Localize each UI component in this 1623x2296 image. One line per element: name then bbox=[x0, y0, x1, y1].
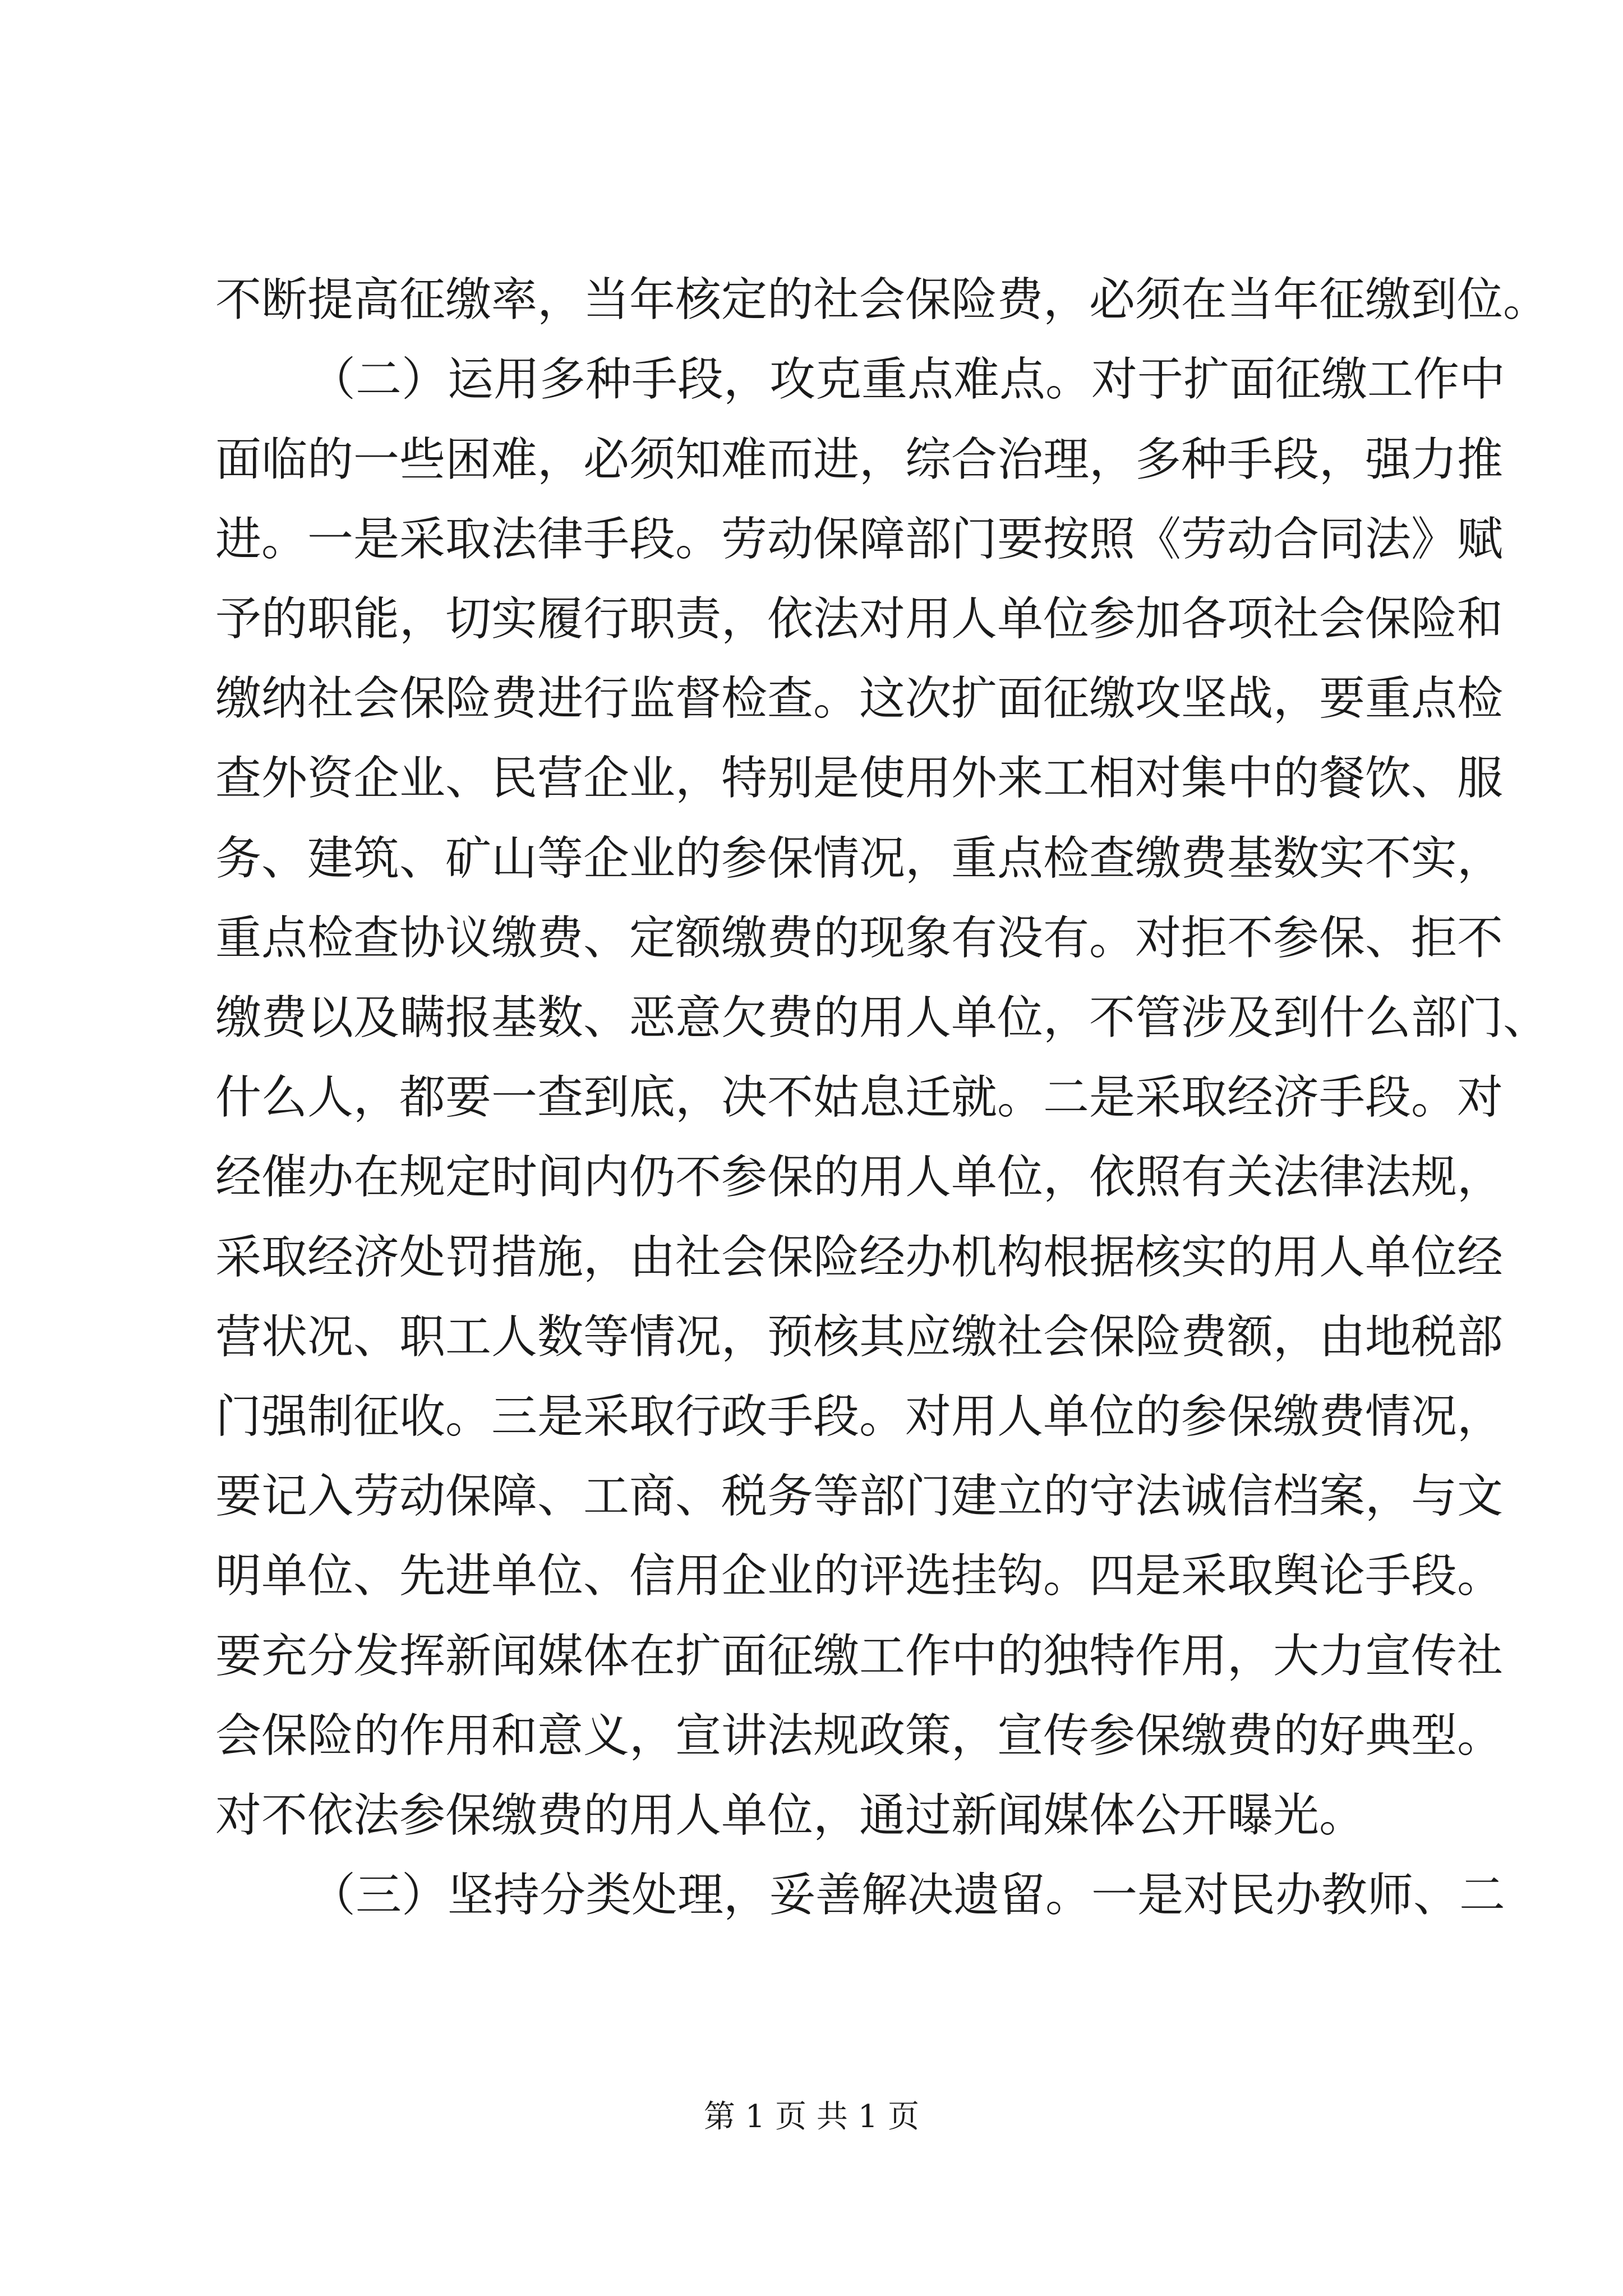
text-line-10: 缴费以及瞒报基数、恶意欠费的用人单位，不管涉及到什么部门、 bbox=[215, 991, 1550, 1045]
text-line-19: 会保险的作用和意义，宣讲法规政策，宣传参保缴费的好典型。 bbox=[215, 1709, 1504, 1763]
text-line-5: 予的职能，切实履行职责，依法对用人单位参加各项社会保险和 bbox=[215, 592, 1504, 646]
text-line-2: （二）运用多种手段，攻克重点难点。对于扩面征缴工作中 bbox=[310, 353, 1506, 406]
text-line-16: 要记入劳动保障、工商、税务等部门建立的守法诚信档案，与文 bbox=[215, 1470, 1504, 1523]
text-line-9: 重点检查协议缴费、定额缴费的现象有没有。对拒不参保、拒不 bbox=[215, 912, 1504, 965]
text-line-12: 经催办在规定时间内仍不参保的用人单位，依照有关法律法规， bbox=[215, 1151, 1504, 1204]
text-line-6: 缴纳社会保险费进行监督检查。这次扩面征缴攻坚战，要重点检 bbox=[215, 672, 1504, 725]
text-line-1: 不断提高征缴率，当年核定的社会保险费，必须在当年征缴到位。 bbox=[215, 273, 1550, 326]
text-line-3: 面临的一些困难，必须知难而进，综合治理，多种手段，强力推 bbox=[215, 433, 1504, 486]
text-line-15: 门强制征收。三是采取行政手段。对用人单位的参保缴费情况， bbox=[215, 1390, 1504, 1443]
text-line-17: 明单位、先进单位、信用企业的评选挂钩。四是采取舆论手段。 bbox=[215, 1549, 1504, 1603]
text-line-4: 进。一是采取法律手段。劳动保障部门要按照《劳动合同法》赋 bbox=[215, 513, 1504, 566]
text-line-13: 采取经济处罚措施，由社会保险经办机构根据核实的用人单位经 bbox=[215, 1231, 1504, 1284]
page-footer: 第 1 页 共 1 页 bbox=[703, 2099, 920, 2135]
text-line-20: 对不依法参保缴费的用人单位，通过新闻媒体公开曝光。 bbox=[215, 1789, 1366, 1842]
text-line-18: 要充分发挥新闻媒体在扩面征缴工作中的独特作用，大力宣传社 bbox=[215, 1630, 1504, 1683]
text-line-21: （三）坚持分类处理，妥善解决遗留。一是对民办教师、二 bbox=[310, 1869, 1506, 1922]
text-line-8: 务、建筑、矿山等企业的参保情况，重点检查缴费基数实不实， bbox=[215, 832, 1504, 885]
text-line-11: 什么人，都要一查到底，决不姑息迁就。二是采取经济手段。对 bbox=[215, 1071, 1504, 1124]
text-line-14: 营状况、职工人数等情况，预核其应缴社会保险费额，由地税部 bbox=[215, 1310, 1504, 1364]
text-line-7: 查外资企业、民营企业，特别是使用外来工相对集中的餐饮、服 bbox=[215, 752, 1504, 805]
